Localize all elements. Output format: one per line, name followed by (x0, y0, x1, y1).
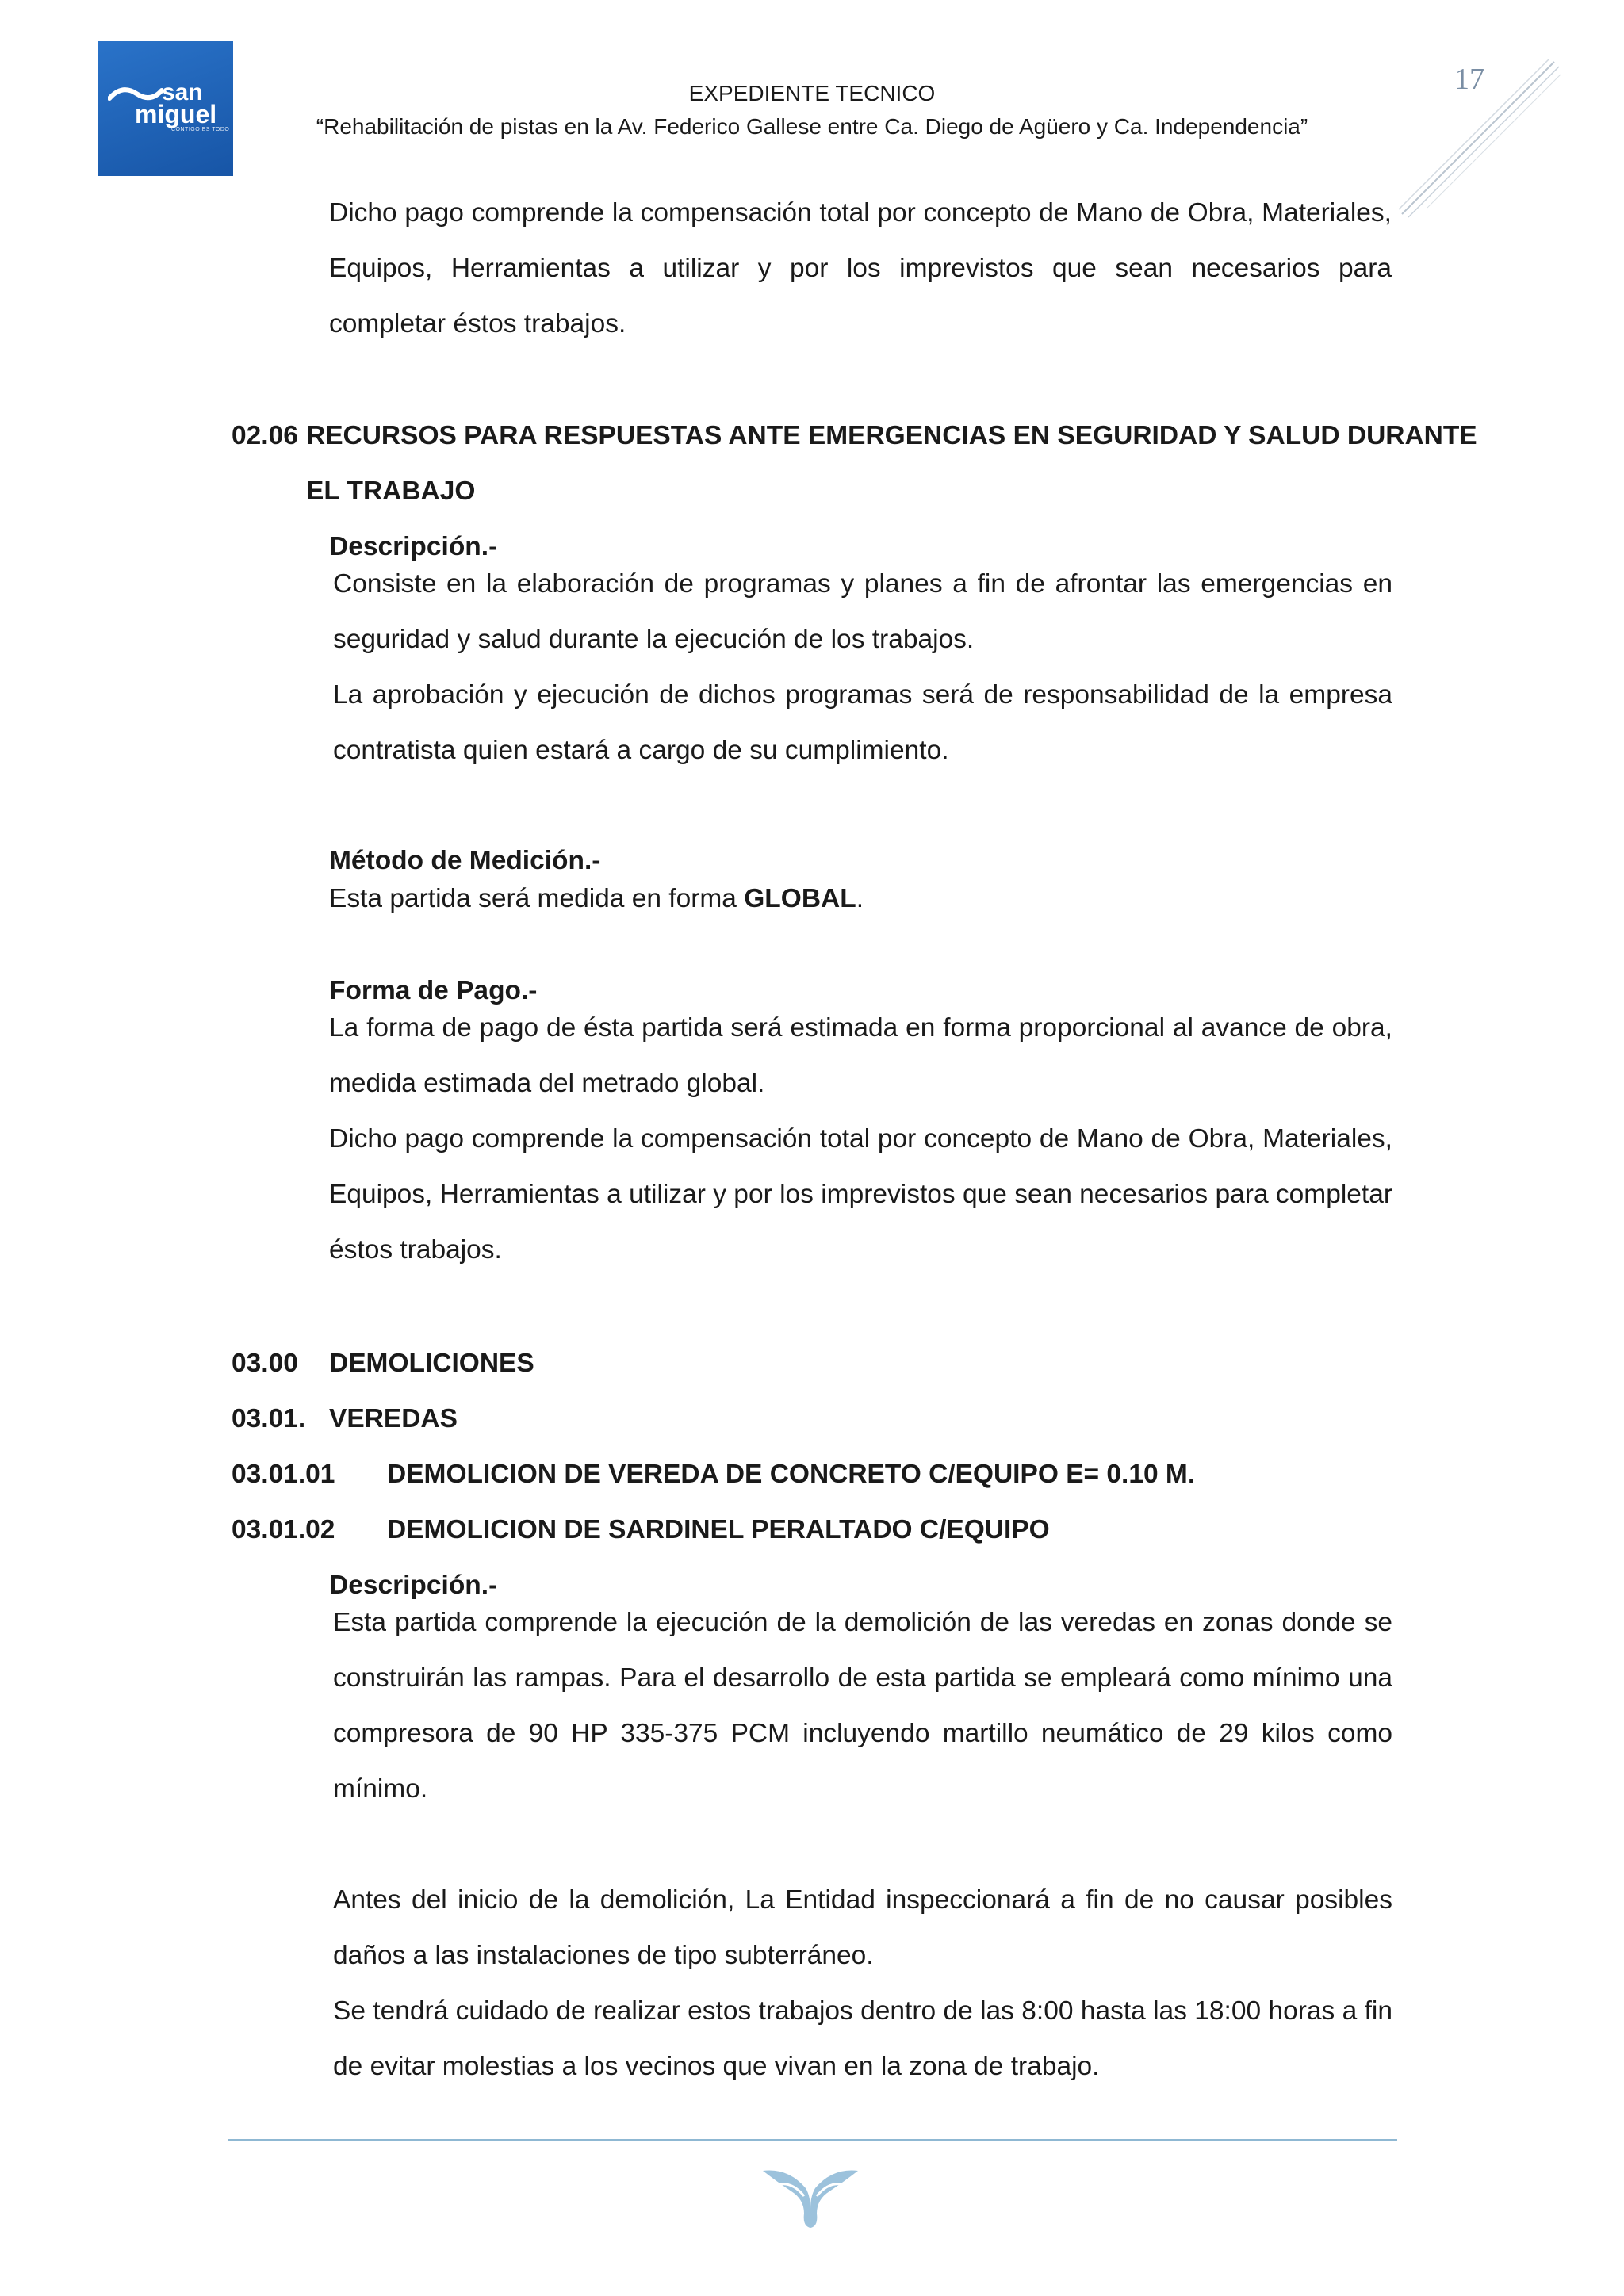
section-title-02-06: RECURSOS PARA RESPUESTAS ANTE EMERGENCIAS EN SEGURIDAD Y SALUD DURANTE (306, 421, 1477, 450)
description-paragraph: Esta partida comprende la ejecución de la demolición de las veredas en zonas donde se construirán las rampas. Para el desarrollo de esta partida se empleará como mínimo una compresora de 90 HP 335-375 PCM incluyendo martillo neumático de 29 kilos como mínimo. (333, 1608, 1392, 1804)
section-title-03-00: DEMOLICIONES (329, 1349, 534, 1378)
measurement-method-label: Método de Medición.- (329, 846, 601, 875)
logo-line2: miguel (135, 100, 217, 128)
section-title-03-01-02: DEMOLICION DE SARDINEL PERALTADO C/EQUIPO (387, 1515, 1050, 1544)
logo-tagline: CONTIGO ES TODO (171, 127, 230, 132)
description-label: Descripción.- (329, 1571, 498, 1600)
page-number: 17 (1454, 63, 1484, 96)
section-title-03-01: VEREDAS (329, 1404, 458, 1433)
section-code-03-01-01: 03.01.01 (232, 1460, 335, 1489)
description-paragraph: Consiste en la elaboración de programas y planes a fin de afrontar las emergencias en seguridad y salud durante la ejecución de los trabajos. (333, 569, 1392, 654)
description-paragraph: Antes del inicio de la demolición, La Entidad inspeccionará a fin de no causar posibles daños a las instalaciones de tipo subterráneo. (333, 1885, 1392, 1970)
payment-method-label: Forma de Pago.- (329, 976, 538, 1005)
bird-emblem-icon (760, 2164, 861, 2231)
measurement-unit: GLOBAL (744, 884, 856, 913)
corner-decoration-icon (1396, 55, 1562, 222)
description-label: Descripción.- (329, 532, 498, 561)
description-paragraph: Se tendrá cuidado de realizar estos trabajos dentro de las 8:00 hasta las 18:00 horas a fin de evitar molestias a los vecinos que vivan en la zona de trabajo. (333, 1996, 1392, 2081)
san-miguel-logo (98, 41, 233, 176)
document-title: EXPEDIENTE TECNICO (688, 81, 936, 105)
section-code-03-01-02: 03.01.02 (232, 1515, 335, 1544)
description-paragraph: La aprobación y ejecución de dichos programas será de responsabilidad de la empresa contratista quien estará a cargo de su cumplimiento. (333, 680, 1392, 765)
document-subtitle: “Rehabilitación de pistas en la Av. Federico Gallese entre Ca. Diego de Agüero y Ca. Independencia” (316, 114, 1308, 139)
section-code-03-00: 03.00 (232, 1349, 298, 1378)
section-title-03-01-01: DEMOLICION DE VEREDA DE CONCRETO C/EQUIPO E= 0.10 M. (387, 1460, 1196, 1489)
payment-paragraph: La forma de pago de ésta partida será estimada en forma proporcional al avance de obra, medida estimada del metrado global. (329, 1013, 1392, 1098)
logo-line1: san (162, 79, 203, 105)
measurement-method-text: Esta partida será medida en forma GLOBAL. (329, 884, 864, 913)
section-code-03-01: 03.01. (232, 1404, 306, 1433)
payment-paragraph: Dicho pago comprende la compensación total por concepto de Mano de Obra, Materiales, Equipos, Herramientas a utilizar y por los imprevistos que sean necesarios para completar éstos trabajos. (329, 1124, 1392, 1265)
section-title-02-06-cont: EL TRABAJO (306, 476, 476, 506)
footer-divider (228, 2139, 1397, 2141)
section-code-02-06: 02.06 (232, 421, 298, 450)
intro-paragraph: Dicho pago comprende la compensación total por concepto de Mano de Obra, Materiales, Equipos, Herramientas a utilizar y por los imprevistos que sean necesarios para completar éstos trabajos. (329, 198, 1392, 339)
